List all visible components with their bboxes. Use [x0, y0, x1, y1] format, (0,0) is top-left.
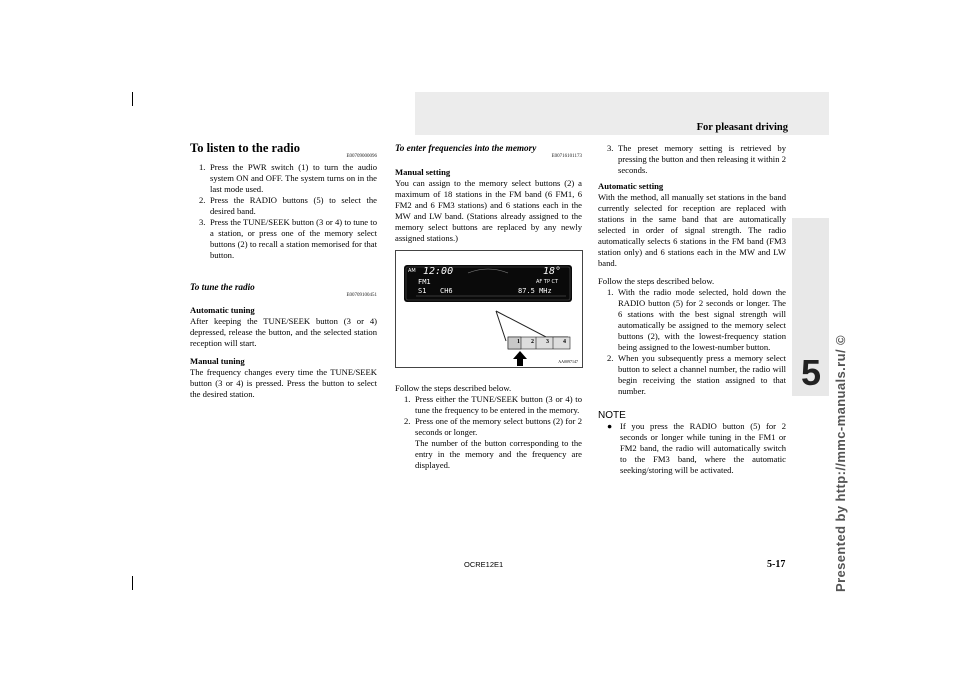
- steps-list: [598, 287, 786, 397]
- section-code: E00716101173: [551, 154, 582, 159]
- preset-readout: S1: [418, 287, 427, 295]
- subsection-code: E00709100451: [346, 293, 377, 298]
- running-title: For pleasant driving: [696, 122, 788, 133]
- manual-setting-heading: Manual setting: [395, 167, 451, 177]
- section-code: E00709000096: [346, 154, 377, 159]
- list-item: 1. With the radio mode selected, hold down the RADIO button (5) for 2 seconds or longer. The 6 stations with the best signal strength will automatically be assigned to the memory select buttons (2), with the lowest-frequency station being assigned to the lowest-number button.: [607, 287, 786, 352]
- page-number: 5-17: [767, 559, 786, 570]
- steps-list: [598, 143, 786, 176]
- af-tp-ct-flags: AF TP CT: [536, 279, 559, 285]
- preset-button-label: 3: [546, 339, 549, 345]
- note-text: If you press the RADIO button (5) for 2 seconds or longer while tuning in the FM1 or FM2 band, the radio will automatically switch to the FM3 band, where the automatic seeking/storing will be activated.: [620, 421, 786, 475]
- note-item: [598, 421, 786, 476]
- manual-tuning-heading: Manual tuning: [190, 356, 245, 366]
- list-item: 2. Press one of the memory select buttons (2) for 2 seconds or longer. The number of the button corresponding to the entry in the memory and the frequency are displayed.: [404, 416, 582, 470]
- steps-list: [190, 162, 377, 261]
- preset-button-label: 1: [517, 339, 520, 345]
- subsection-title: To tune the radio: [190, 282, 255, 292]
- auto-tuning-heading: Automatic tuning: [190, 305, 255, 315]
- list-item: 3. The preset memory setting is retrieved by pressing the button and then releasing it within 2 seconds.: [607, 143, 786, 175]
- clock-readout: 12:00: [423, 266, 454, 277]
- chapter-number: 5: [800, 352, 822, 393]
- frequency-readout: 87.5 MHz: [518, 287, 552, 295]
- footer-code: OCRE12E1: [464, 560, 504, 569]
- middle-column: [395, 143, 582, 244]
- right-column: [598, 143, 786, 476]
- auto-setting-heading: Automatic setting: [598, 181, 664, 191]
- middle-column-lower: [395, 383, 582, 471]
- list-item: 3. Press the TUNE/SEEK button (3 or 4) to tune to a station, or press one of the memory select buttons (2) to recall a station memorised for that button.: [199, 217, 377, 260]
- preset-button-label: 4: [563, 339, 566, 345]
- list-item: 2. When you subsequently press a memory select button to select a channel number, the radio will begin receiving the station assigned to that number.: [607, 353, 786, 396]
- list-item: 1. Press the PWR switch (1) to turn the audio system ON and OFF. The system turns on in the last mode used.: [199, 162, 377, 194]
- list-item: 1. Press either the TUNE/SEEK button (3 or 4) to tune the frequency to be entered in the memory.: [404, 394, 582, 415]
- follow-steps-text: Follow the steps described below.: [598, 276, 715, 286]
- list-item: 2. Press the RADIO buttons (5) to select the desired band.: [199, 195, 377, 216]
- crop-mark: [132, 92, 133, 106]
- preset-button-label: 2: [531, 339, 534, 345]
- temperature-readout: 18°: [543, 266, 562, 277]
- mode-readout: FM1: [418, 278, 431, 286]
- manual-setting-text: You can assign to the memory select buttons (2) a maximum of 18 stations in the FM band (6 FM1, 6 FM2 and 6 FM3 stations) and 6 stations each in the MW and LW band. (Stations already assigned to the memory select buttons are replaced by any newly assigned stations.): [395, 178, 582, 243]
- follow-steps-text: Follow the steps described below.: [395, 383, 512, 393]
- band-indicator: AM: [408, 268, 416, 274]
- left-column: [190, 143, 377, 400]
- auto-setting-text: With the method, all manually set stations in the band currently selected for reception are replaced with stations in the same band that are automatically selected in order of signal strength. The radio automatically selects 6 stations in the FM band (FM3 station only) and 6 stations each in the MW and LW band.: [598, 192, 786, 268]
- figure-code: AA0097147: [558, 359, 578, 364]
- manual-tuning-text: The frequency changes every time the TUNE/SEEK button (3 or 4) is pressed. Press the button to select the desired station.: [190, 367, 377, 399]
- section-title: To enter frequencies into the memory: [395, 143, 537, 153]
- auto-tuning-text: After keeping the TUNE/SEEK button (3 or 4) depressed, release the button, and the selected station reception will start.: [190, 316, 377, 348]
- steps-list: [395, 394, 582, 471]
- watermark-vertical-text: Presented by http://mmc-manuals.ru/ ©: [833, 335, 848, 592]
- crop-mark: [132, 576, 133, 590]
- note-heading: NOTE: [598, 410, 626, 421]
- radio-display-figure: [395, 250, 583, 368]
- channel-readout: CH6: [440, 287, 453, 295]
- bullet-icon: ●: [607, 421, 613, 431]
- section-title: To listen to the radio: [190, 141, 300, 155]
